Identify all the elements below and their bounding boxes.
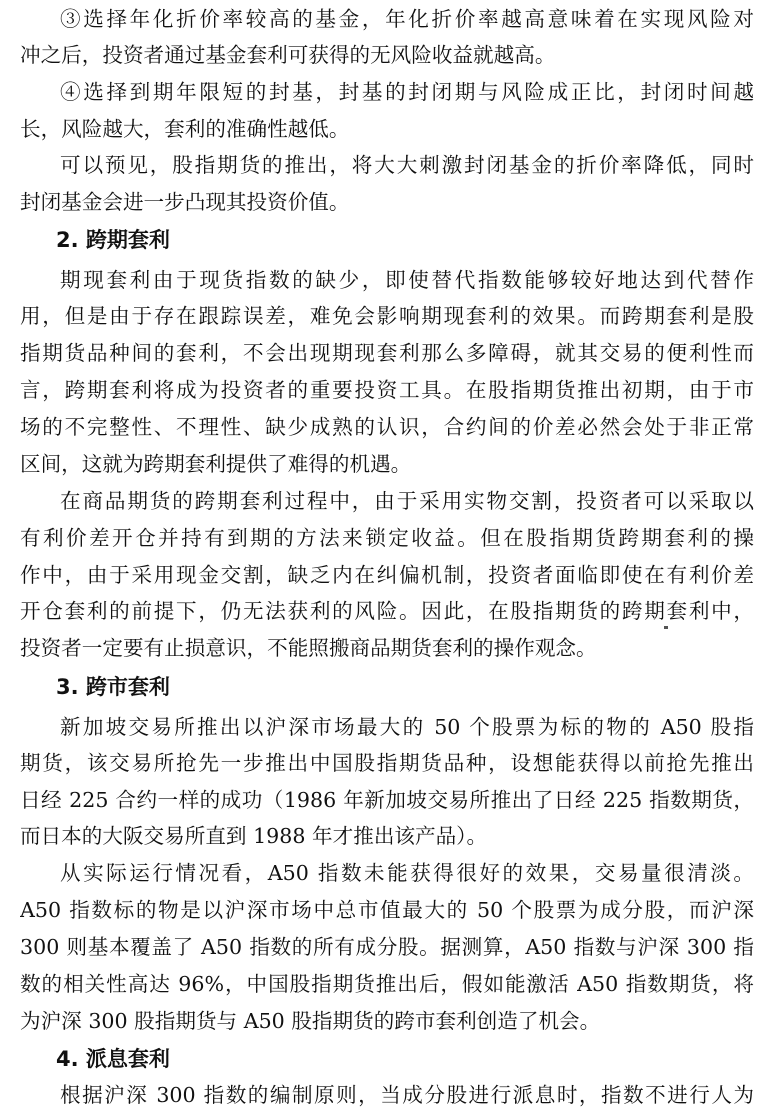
- section-heading: 3. 跨市套利: [56, 675, 170, 699]
- text-line: 冲之后，投资者通过基金套利可获得的无风险收益就越高。: [20, 43, 556, 67]
- text-line: 根据沪深 300 指数的编制原则，当成分股进行派息时，指数不进行人为: [60, 1083, 754, 1107]
- text-line: 开仓套利的前提下，仍无法获利的风险。因此，在股指期货的跨期套利中，: [20, 599, 754, 623]
- text-line: 日经 225 合约一样的成功（1986 年新加坡交易所推出了日经 225 指数期货，: [20, 788, 754, 812]
- text-line: 作中，由于采用现金交割，缺乏内在纠偏机制，投资者面临即使在有利价差: [20, 563, 754, 587]
- text-line: 300 则基本覆盖了 A50 指数的所有成分股。据测算，A50 指数与沪深 300 指: [20, 935, 754, 959]
- text-line: 在商品期货的跨期套利过程中，由于采用实物交割，投资者可以采取以: [60, 489, 754, 513]
- text-line: 为沪深 300 股指期货与 A50 股指期货的跨市套利创造了机会。: [20, 1009, 601, 1033]
- text-line: 长，风险越大，套利的准确性越低。: [20, 117, 350, 141]
- text-line: 言，跨期套利将成为投资者的重要投资工具。在股指期货推出初期，由于市: [20, 378, 754, 402]
- scan-speck: [664, 626, 668, 629]
- text-line: ③选择年化折价率较高的基金，年化折价率越高意味着在实现风险对: [60, 7, 754, 31]
- text-line: 期现套利由于现货指数的缺少，即使替代指数能够较好地达到代替作: [60, 268, 754, 292]
- text-line: 期货，该交易所抢先一步推出中国股指期货品种，设想能获得以前抢先推出: [20, 751, 754, 775]
- text-line: 场的不完整性、不理性、缺少成熟的认识，合约间的价差必然会处于非正常: [20, 415, 754, 439]
- section-heading: 4. 派息套利: [56, 1047, 170, 1071]
- text-line: 指期货品种间的套利，不会出现期现套利那么多障碍，就其交易的便利性而: [20, 341, 754, 365]
- text-line: 用，但是由于存在跟踪误差，难免会影响期现套利的效果。而跨期套利是股: [20, 304, 754, 328]
- text-line: 封闭基金会进一步凸现其投资价值。: [20, 190, 350, 214]
- text-line: 从实际运行情况看，A50 指数未能获得很好的效果，交易量很清淡。: [60, 861, 754, 885]
- text-line: 数的相关性高达 96%，中国股指期货推出后，假如能激活 A50 指数期货，将: [20, 972, 754, 996]
- text-line: 可以预见，股指期货的推出，将大大刺激封闭基金的折价率降低，同时: [60, 153, 754, 177]
- text-line: 新加坡交易所推出以沪深市场最大的 50 个股票为标的物的 A50 股指: [60, 715, 754, 739]
- text-line: 投资者一定要有止损意识，不能照搬商品期货套利的操作观念。: [20, 636, 597, 660]
- text-line: ④选择到期年限短的封基，封基的封闭期与风险成正比，封闭时间越: [60, 80, 754, 104]
- text-line: 区间，这就为跨期套利提供了难得的机遇。: [20, 452, 412, 476]
- text-line: 有利价差开仓并持有到期的方法来锁定收益。但在股指期货跨期套利的操: [20, 526, 754, 550]
- text-line: A50 指数标的物是以沪深市场中总市值最大的 50 个股票为成分股，而沪深: [20, 898, 754, 922]
- section-heading: 2. 跨期套利: [56, 228, 170, 252]
- text-line: 而日本的大阪交易所直到 1988 年才推出该产品）。: [20, 824, 488, 848]
